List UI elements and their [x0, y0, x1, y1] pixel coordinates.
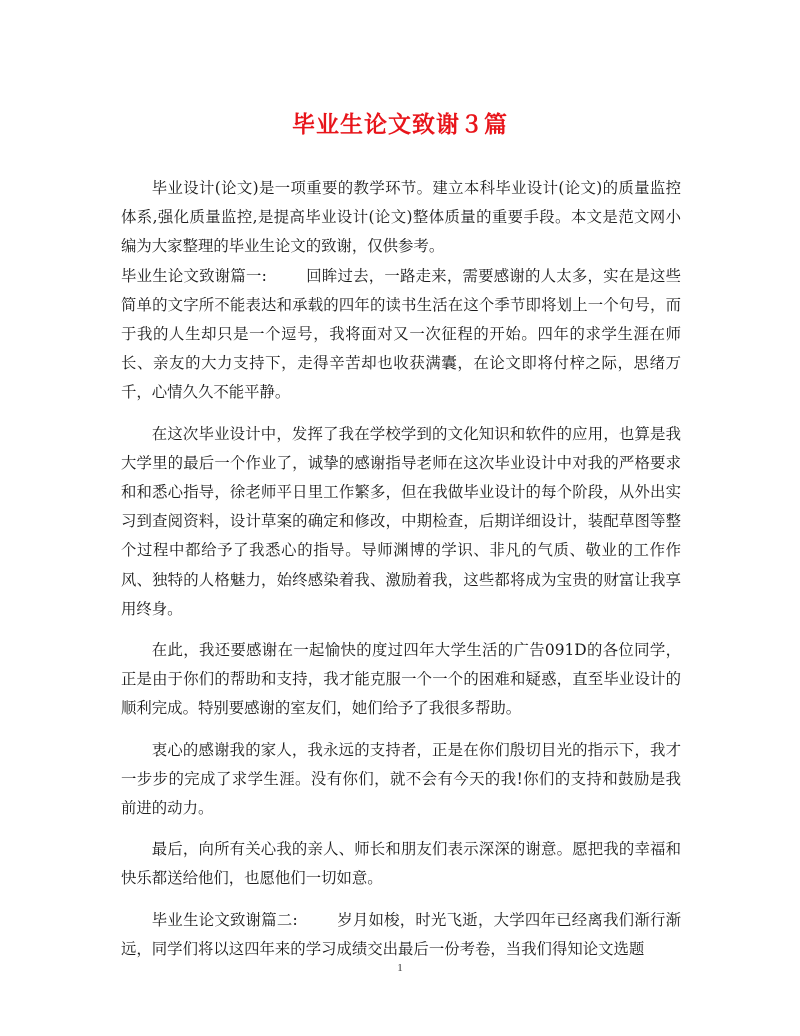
page-number: 1 [397, 962, 403, 974]
document-title: 毕业生论文致谢３篇 [292, 111, 508, 138]
section-two-text: 岁月如梭，时光飞逝，大学四年已经离我们渐行渐远，同学们将以这四年来的学习成绩交出最后一份考卷，当我们得知论文选题 [121, 910, 681, 958]
section-two-gap [298, 911, 337, 929]
body-paragraph: 最后，向所有关心我的亲人、师长和朋友们表示深深的谢意。愿把我的幸福和快乐都送给他们，也愿他们一切如意。 [121, 840, 681, 888]
section-two-paragraph [121, 906, 681, 964]
section-one-label: 毕业生论文致谢篇一: [121, 266, 267, 285]
body-paragraph: 在这次毕业设计中，发挥了我在学校学到的文化知识和软件的应用，也算是我大学里的最后一个作业了，诚挚的感谢指导老师在这次毕业设计中对我的严格要求和和悉心指导，徐老师平日里工作繁多，但在我做毕业设计的每个阶段，从外出实习到查阅资料，设计草案的确定和修改，中期检查，后期详细设计，装配草图等整个过程中都给予了我悉心的指导。导师渊博的学识、非凡的气质、敬业的工作作风、独特的人格魅力，始终感染着我、激励着我，这些都将成为宝贵的财富让我享用终身。 [121, 424, 681, 618]
section-two-label: 毕业生论文致谢篇二: [151, 910, 298, 929]
section-one-gap [267, 267, 306, 285]
intro-paragraph: 毕业设计(论文)是一项重要的教学环节。建立本科毕业设计(论文)的质量监控体系,强化质量监控,是提高毕业设计(论文)整体质量的重要手段。本文是范文网小编为大家整理的毕业生论文的致谢，仅供参考。 [121, 179, 681, 256]
section-one-text: 回眸过去，一路走来，需要感谢的人太多，实在是这些简单的文字所不能表达和承载的四年的读书生活在这个季节即将划上一个句号，而于我的人生却只是一个逗号，我将面对又一次征程的开始。四年的求学生涯在师长、亲友的大力支持下，走得辛苦却也收获满囊，在论文即将付梓之际，思绪万千，心情久久不能平静。 [121, 266, 681, 402]
section-one-paragraph [121, 262, 681, 408]
body-paragraph: 在此，我还要感谢在一起愉快的度过四年大学生活的广告091D的各位同学，正是由于你们的帮助和支持，我才能克服一个一个的困难和疑惑，直至毕业设计的顺利完成。特别要感谢的室友们，她们给予了我很多帮助。 [121, 641, 681, 718]
body-paragraph: 衷心的感谢我的家人，我永远的支持者，正是在你们殷切目光的指示下，我才一步步的完成了求学生涯。没有你们，就不会有今天的我!你们的支持和鼓励是我前进的动力。 [121, 740, 681, 818]
document-body [121, 174, 681, 964]
